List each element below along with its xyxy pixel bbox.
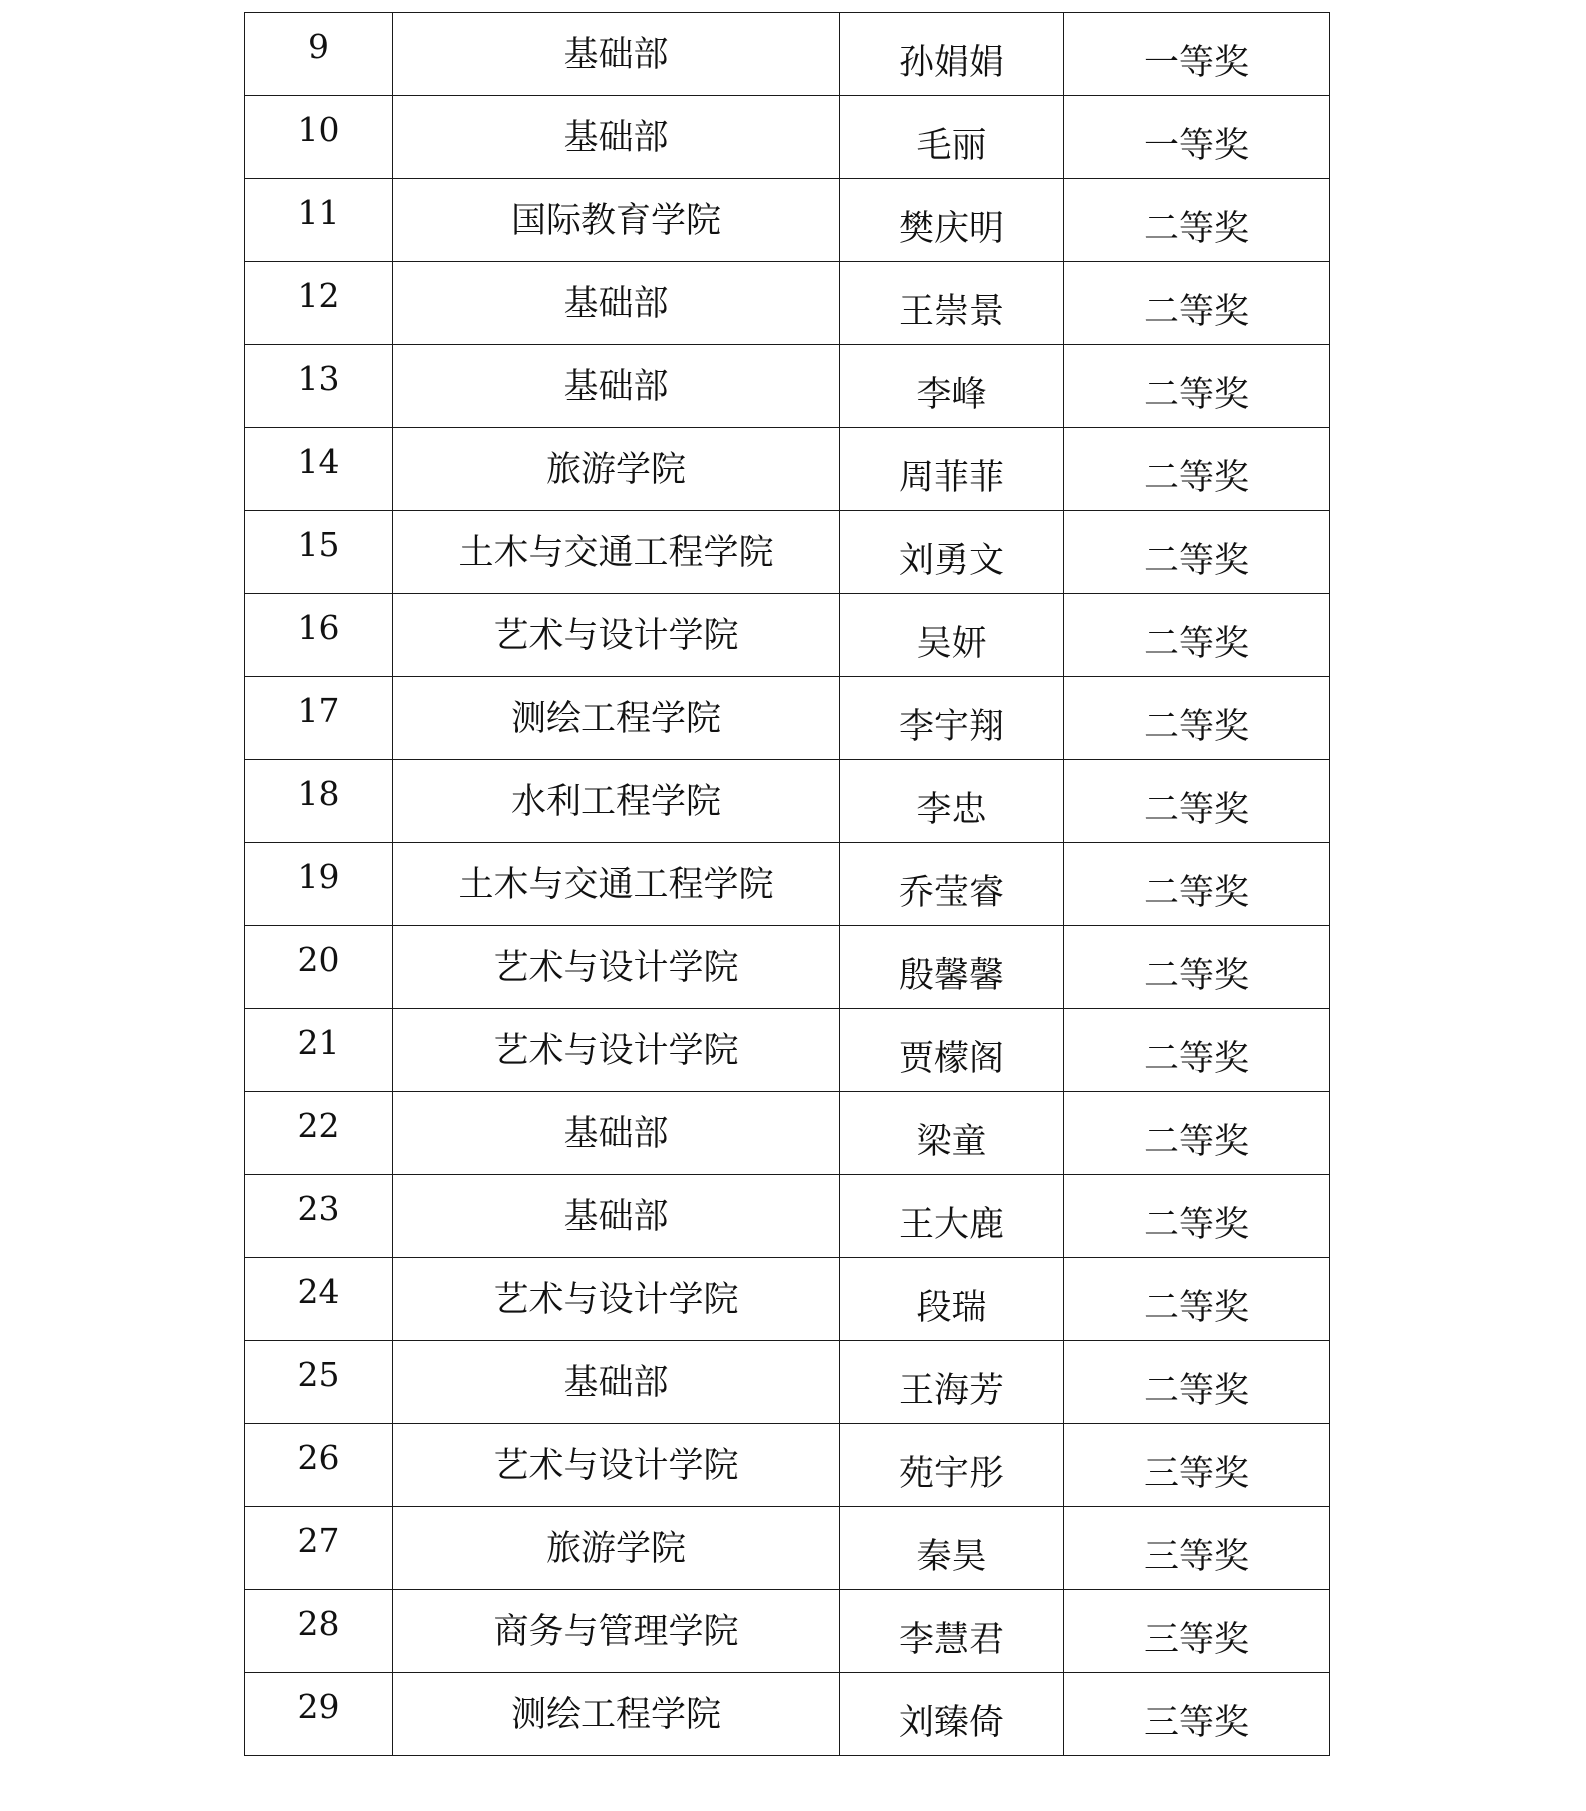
row-number-cell: 28 — [245, 1590, 393, 1673]
award-cell: 三等奖 — [1064, 1507, 1330, 1590]
row-number-cell: 16 — [245, 594, 393, 677]
row-number-cell: 29 — [245, 1673, 393, 1756]
row-number-cell: 22 — [245, 1092, 393, 1175]
name-cell: 孙娟娟 — [840, 13, 1064, 96]
award-cell: 二等奖 — [1064, 1258, 1330, 1341]
table-row — [245, 1009, 1330, 1092]
award-cell: 二等奖 — [1064, 1175, 1330, 1258]
award-cell: 二等奖 — [1064, 760, 1330, 843]
award-cell: 三等奖 — [1064, 1590, 1330, 1673]
department-cell: 艺术与设计学院 — [393, 1258, 840, 1341]
table-row — [245, 1092, 1330, 1175]
name-cell: 梁童 — [840, 1092, 1064, 1175]
award-cell: 二等奖 — [1064, 262, 1330, 345]
award-table-body — [245, 13, 1330, 1756]
name-cell: 李宇翔 — [840, 677, 1064, 760]
row-number-cell: 26 — [245, 1424, 393, 1507]
award-cell: 三等奖 — [1064, 1673, 1330, 1756]
table-row — [245, 594, 1330, 677]
name-cell: 秦昊 — [840, 1507, 1064, 1590]
department-cell: 艺术与设计学院 — [393, 1009, 840, 1092]
department-cell: 艺术与设计学院 — [393, 1424, 840, 1507]
award-cell: 一等奖 — [1064, 96, 1330, 179]
row-number-cell: 19 — [245, 843, 393, 926]
name-cell: 吴妍 — [840, 594, 1064, 677]
table-row — [245, 1424, 1330, 1507]
table-row — [245, 345, 1330, 428]
name-cell: 乔莹睿 — [840, 843, 1064, 926]
department-cell: 基础部 — [393, 1341, 840, 1424]
department-cell: 基础部 — [393, 13, 840, 96]
department-cell: 基础部 — [393, 262, 840, 345]
name-cell: 李忠 — [840, 760, 1064, 843]
table-row — [245, 428, 1330, 511]
table-row — [245, 1258, 1330, 1341]
table-row — [245, 511, 1330, 594]
award-cell: 二等奖 — [1064, 511, 1330, 594]
table-row — [245, 760, 1330, 843]
award-cell: 二等奖 — [1064, 926, 1330, 1009]
row-number-cell: 13 — [245, 345, 393, 428]
table-row — [245, 1507, 1330, 1590]
name-cell: 段瑞 — [840, 1258, 1064, 1341]
award-table — [244, 12, 1330, 1756]
name-cell: 周菲菲 — [840, 428, 1064, 511]
department-cell: 艺术与设计学院 — [393, 926, 840, 1009]
row-number-cell: 9 — [245, 13, 393, 96]
row-number-cell: 23 — [245, 1175, 393, 1258]
award-cell: 二等奖 — [1064, 843, 1330, 926]
name-cell: 王崇景 — [840, 262, 1064, 345]
row-number-cell: 15 — [245, 511, 393, 594]
name-cell: 殷馨馨 — [840, 926, 1064, 1009]
award-cell: 二等奖 — [1064, 677, 1330, 760]
table-row — [245, 677, 1330, 760]
table-row — [245, 179, 1330, 262]
department-cell: 基础部 — [393, 1175, 840, 1258]
table-row — [245, 96, 1330, 179]
name-cell: 李峰 — [840, 345, 1064, 428]
table-row — [245, 843, 1330, 926]
department-cell: 土木与交通工程学院 — [393, 511, 840, 594]
table-row — [245, 1590, 1330, 1673]
row-number-cell: 25 — [245, 1341, 393, 1424]
table-row — [245, 1175, 1330, 1258]
department-cell: 土木与交通工程学院 — [393, 843, 840, 926]
name-cell: 贾檬阁 — [840, 1009, 1064, 1092]
award-cell: 二等奖 — [1064, 345, 1330, 428]
row-number-cell: 12 — [245, 262, 393, 345]
table-row — [245, 926, 1330, 1009]
table-row — [245, 262, 1330, 345]
table-row — [245, 1341, 1330, 1424]
row-number-cell: 10 — [245, 96, 393, 179]
department-cell: 基础部 — [393, 345, 840, 428]
award-cell: 二等奖 — [1064, 1341, 1330, 1424]
award-cell: 三等奖 — [1064, 1424, 1330, 1507]
row-number-cell: 21 — [245, 1009, 393, 1092]
department-cell: 基础部 — [393, 96, 840, 179]
row-number-cell: 18 — [245, 760, 393, 843]
department-cell: 测绘工程学院 — [393, 677, 840, 760]
department-cell: 测绘工程学院 — [393, 1673, 840, 1756]
name-cell: 刘臻倚 — [840, 1673, 1064, 1756]
row-number-cell: 24 — [245, 1258, 393, 1341]
award-cell: 一等奖 — [1064, 13, 1330, 96]
name-cell: 毛丽 — [840, 96, 1064, 179]
award-cell: 二等奖 — [1064, 1009, 1330, 1092]
name-cell: 王海芳 — [840, 1341, 1064, 1424]
department-cell: 艺术与设计学院 — [393, 594, 840, 677]
row-number-cell: 14 — [245, 428, 393, 511]
award-cell: 二等奖 — [1064, 594, 1330, 677]
name-cell: 王大鹿 — [840, 1175, 1064, 1258]
department-cell: 旅游学院 — [393, 1507, 840, 1590]
name-cell: 樊庆明 — [840, 179, 1064, 262]
table-row — [245, 1673, 1330, 1756]
name-cell: 李慧君 — [840, 1590, 1064, 1673]
row-number-cell: 20 — [245, 926, 393, 1009]
name-cell: 刘勇文 — [840, 511, 1064, 594]
department-cell: 基础部 — [393, 1092, 840, 1175]
award-cell: 二等奖 — [1064, 1092, 1330, 1175]
row-number-cell: 17 — [245, 677, 393, 760]
department-cell: 旅游学院 — [393, 428, 840, 511]
table-row — [245, 13, 1330, 96]
department-cell: 国际教育学院 — [393, 179, 840, 262]
name-cell: 苑宇彤 — [840, 1424, 1064, 1507]
row-number-cell: 27 — [245, 1507, 393, 1590]
award-cell: 二等奖 — [1064, 428, 1330, 511]
department-cell: 商务与管理学院 — [393, 1590, 840, 1673]
row-number-cell: 11 — [245, 179, 393, 262]
department-cell: 水利工程学院 — [393, 760, 840, 843]
award-cell: 二等奖 — [1064, 179, 1330, 262]
